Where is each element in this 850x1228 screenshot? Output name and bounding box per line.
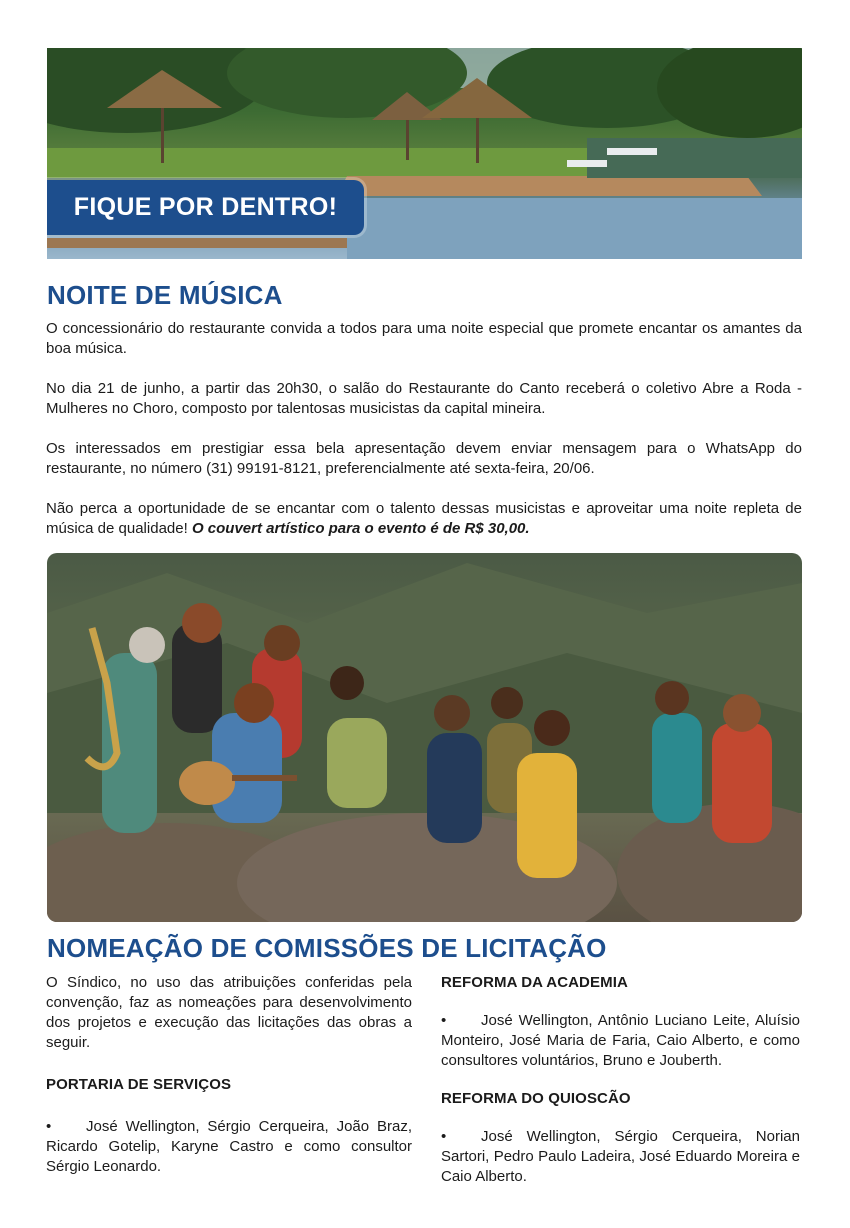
- bullet-dot: •: [46, 1118, 52, 1135]
- academia-heading: REFORMA DA ACADEMIA: [441, 974, 628, 991]
- nomeacao-right-column: [441, 973, 800, 1187]
- nomeacao-intro: O Síndico, no uso das atribuições conferidas pela convenção, faz as nomeações para desenvolvimento dos projetos e execução das licitações das obras a seguir.: [46, 974, 412, 1051]
- nomeacao-title: NOMEAÇÃO DE COMISSÕES DE LICITAÇÃO: [47, 933, 607, 963]
- bullet-dot: •: [441, 1128, 447, 1145]
- noite-paragraph-4: [46, 499, 802, 539]
- quioscao-members-text: José Wellington, Sérgio Cerqueira, Norian Sartori, Pedro Paulo Ladeira, José Eduardo Moreira e Caio Alberto.: [441, 1128, 800, 1185]
- portaria-members-text: José Wellington, Sérgio Cerqueira, João Braz, Ricardo Gotelip, Karyne Castro e como consultor Sérgio Leonardo.: [46, 1118, 412, 1175]
- noite-paragraph-2: No dia 21 de junho, a partir das 20h30, o salão do Restaurante do Canto receberá o coletivo Abre a Roda - Mulheres no Choro, composto por talentosas musicistas da capital mineira.: [46, 380, 802, 417]
- portaria-heading: PORTARIA DE SERVIÇOS: [46, 1076, 232, 1093]
- noite-paragraph-3: Os interessados em prestigiar essa bela apresentação devem enviar mensagem para o WhatsApp do restaurante, no número (31) 99191-8121, preferencialmente até sexta-feira, 20/06.: [46, 440, 802, 477]
- academia-members-text: José Wellington, Antônio Luciano Leite, Aluísio Monteiro, José Maria de Faria, Caio Alberto, e como consultores voluntários, Bruno e Jouberth.: [441, 1012, 800, 1069]
- nomeacao-left-column: [46, 973, 412, 1177]
- portaria-members: [46, 1117, 412, 1177]
- academia-members: [441, 1011, 800, 1071]
- bullet-dot: •: [441, 1012, 447, 1029]
- noite-de-musica-title: NOITE DE MÚSICA: [47, 280, 283, 310]
- fique-por-dentro-banner: FIQUE POR DENTRO!: [47, 180, 364, 235]
- quioscao-heading: REFORMA DO QUIOSCÃO: [441, 1090, 631, 1107]
- musicians-group-photo: [47, 553, 802, 922]
- noite-paragraph-1: O concessionário do restaurante convida a todos para uma noite especial que promete encantar os amantes da boa música.: [46, 320, 802, 357]
- couvert-price-note: O couvert artístico para o evento é de R$ 30,00.: [191, 520, 530, 537]
- quioscao-members: [441, 1127, 800, 1187]
- noite-paragraph-4-text: Não perca a oportunidade de se encantar com o talento dessas musicistas e aproveitar uma noite repleta de música de qualidade!: [46, 500, 802, 537]
- musicians-illustration: [47, 553, 802, 922]
